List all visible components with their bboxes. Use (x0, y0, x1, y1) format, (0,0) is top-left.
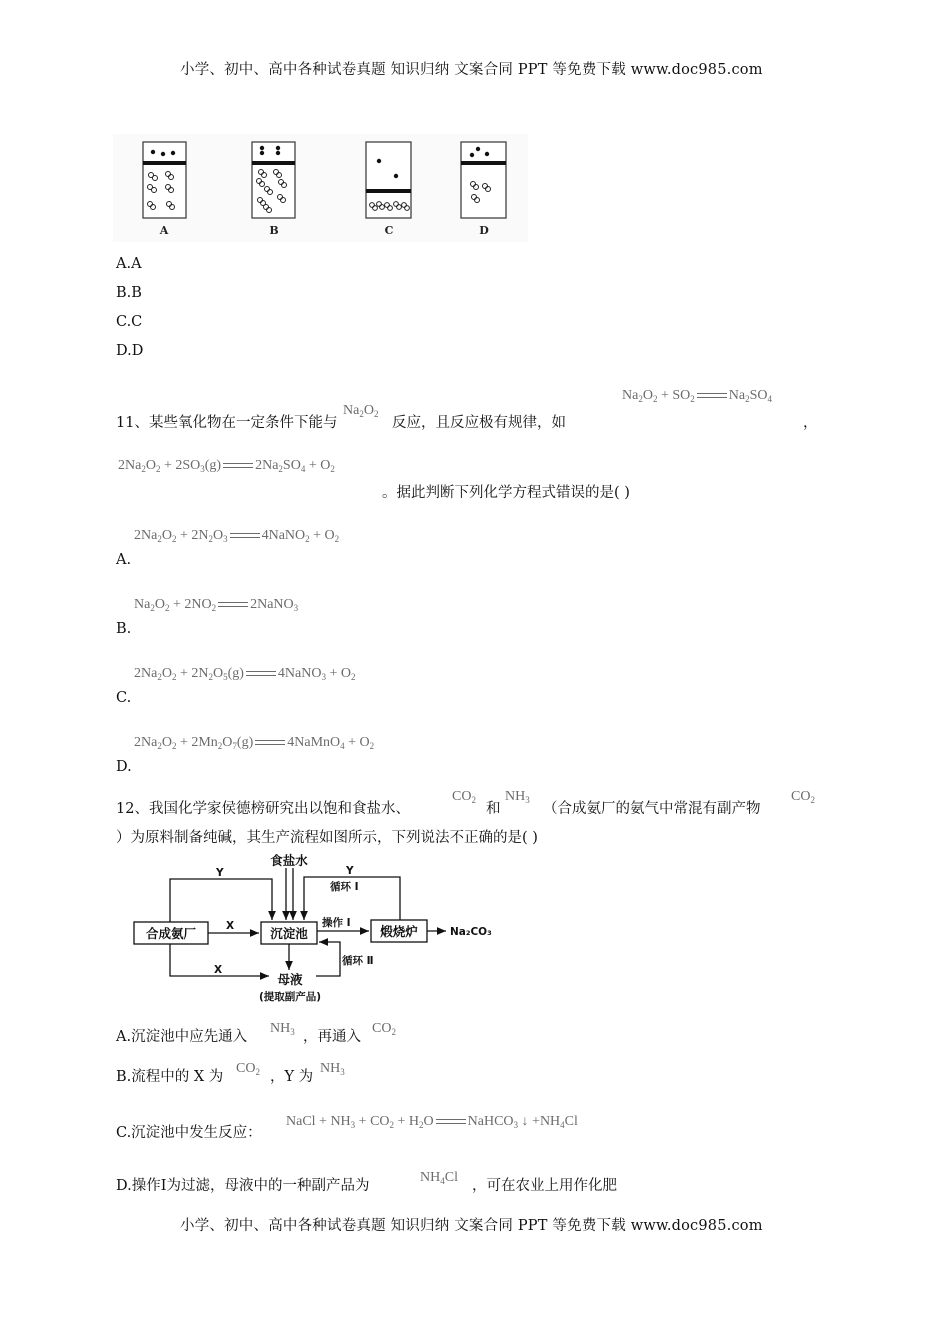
q12-co2-byproduct: $CO_2$ (791, 789, 815, 805)
q11-option-d-eq: $2Na_2O_2 + 2Mn_2O_7(g)$ 4NaMnO$_4$ + $O_2$ (134, 735, 375, 751)
q12-option-d2: ，可在农业上用作化肥 (472, 1178, 617, 1194)
q10-choice-c: C.C (116, 314, 143, 330)
flow-box-ammonia-plant: 合成氨厂 (145, 926, 197, 941)
flow-box-settling-tank: 沉淀池 (270, 926, 308, 941)
q12-option-a-co2: $CO_2$ (372, 1021, 396, 1037)
q11-stem-a: 11、某些氧化物在一定条件下能与 (116, 415, 338, 431)
q12-option-c-eq: NaCl + $NH_3 + CO_2 + H_2O$ NaHCO$_3$ ↓ $+NH_4Cl$ (286, 1114, 578, 1130)
q11-stem-b: 反应，且反应极有规律，如 (392, 415, 566, 431)
page-footer: 小学、初中、高中各种试卷真题 知识归纳 文案合同 PPT 等免费下载 www.doc985.com (180, 1218, 763, 1234)
q12-option-c1: C.沉淀池中发生反应： (116, 1125, 262, 1141)
q11-option-a-eq: $2Na_2O_2 + 2N_2O_3$ 4NaNO$_2$ + $O_2$ (134, 528, 340, 544)
q11-option-a: A. (116, 552, 132, 568)
q12-option-d1: D.操作Ⅰ为过滤，母液中的一种副产品为 (116, 1178, 370, 1194)
page-header: 小学、初中、高中各种试卷真题 知识归纳 文案合同 PPT 等免费下载 www.doc985.com (180, 62, 763, 78)
q12-option-b-nh3: $NH_3$ (320, 1061, 345, 1077)
q10-choice-d: D.D (116, 343, 144, 359)
flow-box-furnace: 煅烧炉 (380, 924, 418, 939)
flow-brine: 食盐水 (270, 853, 308, 868)
q12-option-b1: B.流程中的 X 为 (116, 1069, 224, 1085)
q11-na2o2: $Na_2O_2$ (343, 403, 379, 419)
q11-option-c-eq: $2Na_2O_2 + 2N_2O_5(g)$ 4NaNO$_3$ + $O_2$ (134, 666, 356, 682)
q12-stem-b: （合成氨厂的氨气中常混有副产物 (543, 801, 761, 817)
q11-option-d: D. (116, 759, 132, 775)
flow-y-left: Y (216, 867, 224, 879)
q11-option-b-eq: $Na_2O_2 + 2NO_2$ 2NaNO$_3$ (134, 597, 299, 613)
q12-stem-and: 和 (486, 801, 501, 817)
q12-option-b-co2: $CO_2$ (236, 1061, 260, 1077)
container-c (366, 142, 411, 218)
q12-option-a2: ，再通入 (303, 1029, 361, 1045)
flow-x-bottom: X (214, 964, 223, 976)
q12-stem-a: 12、我国化学家侯德榜研究出以饱和食盐水、 (116, 801, 410, 817)
q12-option-d-nh4cl: $NH_4Cl$ (420, 1170, 458, 1186)
q12-option-a1: A.沉淀池中应先通入 (116, 1029, 248, 1045)
figure-label-d: D (479, 224, 489, 237)
container-a (143, 142, 186, 218)
q11-example-eq2: $2Na_2O_2 + 2SO_3(g) 2Na_2SO_4 + O_2$ (118, 458, 335, 474)
flow-mother-liquor-sub: (提取副产品) (258, 991, 322, 1003)
particle-figure (113, 134, 528, 242)
flow-y-right: Y (346, 865, 354, 877)
q12-option-a-nh3: $NH_3$ (270, 1021, 295, 1037)
q11-option-c: C. (116, 690, 132, 706)
q11-example-eq1: $Na_2O_2 + SO_2$ $Na_2SO_4$ (622, 388, 772, 404)
container-d (461, 142, 506, 218)
figure-label-a: A (159, 224, 169, 237)
flow-cycle-1: 循环 Ⅰ (330, 881, 359, 893)
q12-nh3: $NH_3$ (505, 789, 530, 805)
flow-product: Na₂CO₃ (450, 926, 492, 938)
flow-cycle-2: 循环 Ⅱ (342, 955, 374, 967)
q11-stem-c: 。据此判断下列化学方程式错误的是( ) (382, 485, 630, 501)
figure-label-c: C (384, 224, 394, 237)
flow-operation-1: 操作 Ⅰ (322, 917, 351, 929)
flow-mother-liquor: 母液 (277, 972, 303, 987)
process-flow-diagram (128, 852, 508, 1007)
q10-choice-b: B.B (116, 285, 142, 301)
q12-stem-c: ）为原料制备纯碱，其生产流程如图所示，下列说法不正确的是( ) (116, 830, 538, 846)
flow-x-top: X (226, 920, 235, 932)
q12-co2: $CO_2$ (452, 789, 476, 805)
figure-label-b: B (269, 224, 279, 237)
q11-stem-comma: ， (803, 415, 818, 431)
container-b (252, 142, 295, 218)
q10-choice-a: A.A (116, 256, 142, 272)
q12-option-b2: ，Y 为 (270, 1069, 314, 1085)
q11-option-b: B. (116, 621, 132, 637)
